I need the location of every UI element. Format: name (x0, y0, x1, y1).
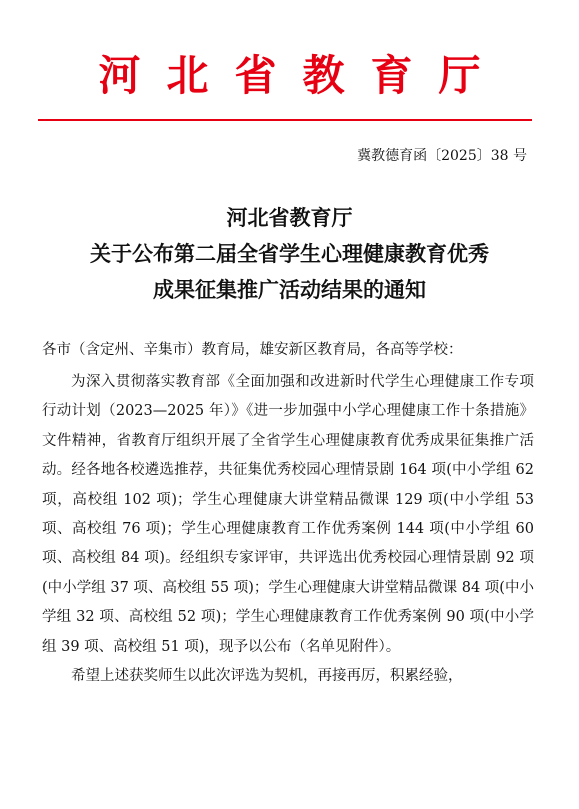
issuer-masthead: 河北省教育厅 (98, 51, 507, 100)
document-title (0, 200, 579, 308)
body-paragraph-1: 为深入贯彻落实教育部《全面加强和改进新时代学生心理健康工作专项行动计划（2023—2025 年）》《进一步加强中小学心理健康工作十条措施》文件精神，省教育厅组织开展了全省学生心理健康教育优秀成果征集推广活动。经各地各校遴选推荐，共征集优秀校园心理情景剧 164 项(中小学组 62 项，高校组 102 项)；学生心理健康大讲堂精品微课 129 项(中小学组 53 项、高校组 76 项)；学生心理健康教育工作优秀案例 144 项(中小学组 60 项、高校组 84 项)。经组织专家评审，共评选出优秀校园心理情景剧 92 项(中小学组 37 项、高校组 55 项)；学生心理健康大讲堂精品微课 84 项(中小学组 32 项、高校组 52 项)；学生心理健康教育工作优秀案例 90 项(中小学组 39 项、高校组 51 项)，现予以公布（名单见附件）。 (42, 374, 534, 655)
salutation: 各市（含定州、辛集市）教育局，雄安新区教育局，各高等学校： (42, 342, 463, 358)
title-line-2: 关于公布第二届全省学生心理健康教育优秀 (90, 241, 489, 266)
title-line-1: 河北省教育厅 (226, 205, 353, 230)
red-divider-line (38, 119, 532, 121)
document-number: 冀教德育函〔2025〕38 号 (357, 148, 527, 164)
document-body (42, 368, 534, 691)
title-line-3: 成果征集推广活动结果的通知 (153, 277, 426, 302)
body-paragraph-2: 希望上述获奖师生以此次评选为契机，再接再厉，积累经验， (71, 668, 463, 685)
